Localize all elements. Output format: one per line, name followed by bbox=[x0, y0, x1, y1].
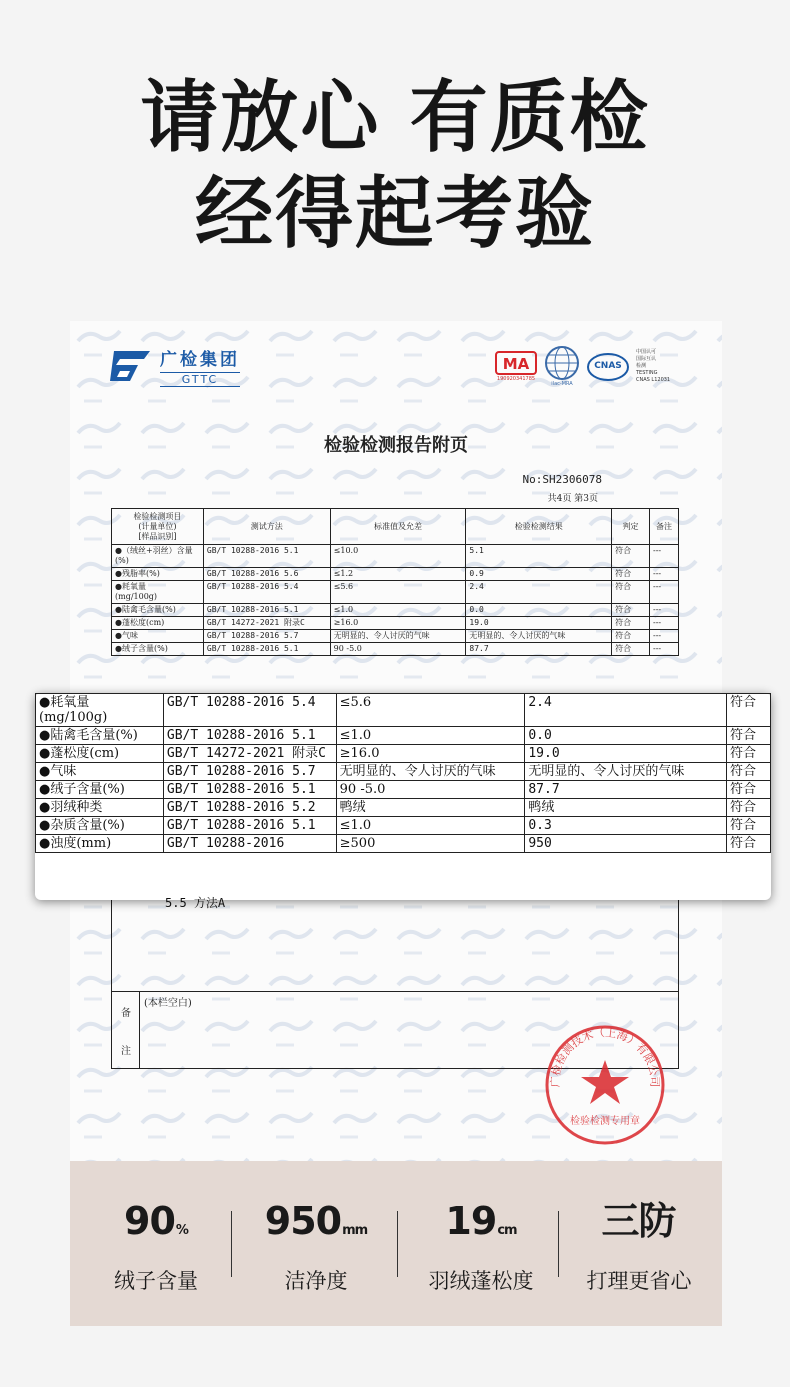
cell-judge: 符合 bbox=[727, 727, 771, 745]
cnas-label: CNAS bbox=[594, 360, 622, 371]
cell-method: GB/T 10288-2016 5.1 bbox=[163, 727, 336, 745]
cell-result: 0.0 bbox=[466, 604, 612, 617]
cell-item: ●陆禽毛含量(%) bbox=[112, 604, 204, 617]
cell-item: ●陆禽毛含量(%) bbox=[36, 727, 164, 745]
zoom-table-row bbox=[36, 727, 771, 745]
cell-item: ●羽绒种类 bbox=[36, 799, 164, 817]
remarks-label-2: 注 bbox=[121, 1046, 131, 1057]
cell-result: 0.9 bbox=[466, 568, 612, 581]
cell-remark: --- bbox=[650, 581, 679, 604]
cell-standard: 鸭绒 bbox=[336, 799, 525, 817]
header-standard: 标准值及允差 bbox=[330, 509, 466, 545]
table-row bbox=[112, 568, 679, 581]
header-method: 测试方法 bbox=[203, 509, 330, 545]
cell-remark: --- bbox=[650, 630, 679, 643]
zoom-table-row bbox=[36, 817, 771, 835]
table-row bbox=[112, 630, 679, 643]
table-header bbox=[112, 509, 679, 545]
cell-remark: --- bbox=[650, 643, 679, 656]
table-row bbox=[112, 604, 679, 617]
cnas-line: CNAS L12031 bbox=[636, 376, 671, 383]
ilac-label: ilac-MRA bbox=[551, 381, 573, 387]
headline bbox=[0, 70, 790, 262]
cell-method: GB/T 10288-2016 5.1 bbox=[203, 604, 330, 617]
cell-method: GB/T 10288-2016 5.7 bbox=[203, 630, 330, 643]
cnas-line: 中国认可 bbox=[636, 348, 657, 355]
cma-code: 190920341785 bbox=[496, 376, 536, 382]
report-number: No:SH2306078 bbox=[522, 473, 602, 486]
cell-item: ●气味 bbox=[112, 630, 204, 643]
report-table bbox=[111, 508, 679, 656]
cell-judge: 符合 bbox=[612, 581, 650, 604]
remarks-text: (本栏空白) bbox=[144, 998, 192, 1009]
cnas-line: 检测 bbox=[636, 362, 647, 369]
cnas-text bbox=[636, 349, 670, 384]
cell-item: ●绒子含量(%) bbox=[36, 781, 164, 799]
cell-judge: 符合 bbox=[727, 835, 771, 853]
official-stamp bbox=[542, 1022, 668, 1148]
cell-method: GB/T 10288-2016 bbox=[163, 835, 336, 853]
cell-item: ●杂质含量(%) bbox=[36, 817, 164, 835]
zoom-table-row bbox=[36, 781, 771, 799]
cell-result: 19.0 bbox=[525, 745, 727, 763]
cell-method: GB/T 10288-2016 5.1 bbox=[203, 545, 330, 568]
stat-label: 绒子含量 bbox=[114, 1269, 198, 1293]
accreditation-marks bbox=[494, 345, 670, 387]
gttc-logo-icon bbox=[108, 349, 152, 383]
cell-method: GB/T 14272-2021 附录C bbox=[163, 745, 336, 763]
cell-judge: 符合 bbox=[612, 545, 650, 568]
cell-method: GB/T 10288-2016 5.6 bbox=[203, 568, 330, 581]
cell-result: 无明显的、令人讨厌的气味 bbox=[466, 630, 612, 643]
cell-result: 87.7 bbox=[466, 643, 612, 656]
cell-result: 无明显的、令人讨厌的气味 bbox=[525, 763, 727, 781]
cell-result: 2.4 bbox=[525, 694, 727, 727]
stat-label: 打理更省心 bbox=[586, 1269, 692, 1293]
stat-fill-power bbox=[400, 1199, 562, 1295]
blank-table-area bbox=[111, 898, 679, 992]
cell-result: 950 bbox=[525, 835, 727, 853]
table-row bbox=[112, 581, 679, 604]
cell-standard: ≤1.0 bbox=[336, 727, 525, 745]
table-row bbox=[112, 643, 679, 656]
cell-item: ●蓬松度(cm) bbox=[112, 617, 204, 630]
cell-method: GB/T 10288-2016 5.1 bbox=[163, 781, 336, 799]
globe-icon bbox=[544, 345, 580, 381]
cell-judge: 符合 bbox=[612, 604, 650, 617]
cell-result: 87.7 bbox=[525, 781, 727, 799]
cell-method: GB/T 10288-2016 5.1 bbox=[163, 817, 336, 835]
zoom-cut-text: 5.5 方法A bbox=[165, 896, 226, 910]
cell-item: ●耗氧量 (mg/100g) bbox=[36, 694, 164, 727]
cell-remark: --- bbox=[650, 568, 679, 581]
report-page: 共4页 第3页 bbox=[547, 494, 598, 504]
cell-item: ●残脂率(%) bbox=[112, 568, 204, 581]
cell-item: ●（绒丝+羽丝）含量(%) bbox=[112, 545, 204, 568]
cell-remark: --- bbox=[650, 545, 679, 568]
svg-text:MA: MA bbox=[502, 355, 530, 373]
stat-value: 三防 bbox=[601, 1199, 676, 1243]
stat-unit: cm bbox=[497, 1223, 517, 1238]
remarks-label-1: 备 bbox=[121, 1008, 131, 1019]
cell-remark: --- bbox=[650, 617, 679, 630]
table-row bbox=[112, 617, 679, 630]
cell-method: GB/T 10288-2016 5.4 bbox=[203, 581, 330, 604]
cell-item: ●气味 bbox=[36, 763, 164, 781]
cell-method: GB/T 10288-2016 5.7 bbox=[163, 763, 336, 781]
cell-judge: 符合 bbox=[612, 630, 650, 643]
cell-result: 19.0 bbox=[466, 617, 612, 630]
cell-judge: 符合 bbox=[612, 617, 650, 630]
stat-divider bbox=[231, 1211, 232, 1277]
cell-judge: 符合 bbox=[727, 799, 771, 817]
cnas-line: 国际互认 bbox=[636, 355, 657, 362]
cell-standard: ≥16.0 bbox=[330, 617, 466, 630]
cell-item: ●绒子含量(%) bbox=[112, 643, 204, 656]
cell-standard: ≥500 bbox=[336, 835, 525, 853]
gttc-logo bbox=[108, 345, 240, 387]
headline-line-1: 请放心 有质检 bbox=[140, 73, 650, 163]
cell-judge: 符合 bbox=[727, 763, 771, 781]
stat-value: 19 bbox=[445, 1199, 497, 1243]
cell-standard: ≤10.0 bbox=[330, 545, 466, 568]
header-result: 检验检测结果 bbox=[466, 509, 612, 545]
stat-value: 90 bbox=[124, 1199, 175, 1243]
zoom-table-row bbox=[36, 799, 771, 817]
stat-label: 羽绒蓬松度 bbox=[428, 1269, 534, 1293]
stamp-company: 广检检测技术（上海）有限公司 bbox=[548, 1026, 662, 1088]
cma-icon bbox=[494, 350, 538, 376]
cell-item: ●耗氧量 (mg/100g) bbox=[112, 581, 204, 604]
zoomed-table-card bbox=[35, 693, 771, 910]
cell-result: 5.1 bbox=[466, 545, 612, 568]
stamp-sub: 检验检测专用章 bbox=[570, 1116, 640, 1127]
cell-standard: ≤5.6 bbox=[330, 581, 466, 604]
zoomed-table bbox=[35, 693, 771, 853]
header-judge: 判定 bbox=[612, 509, 650, 545]
cnas-mark bbox=[586, 352, 630, 381]
header-item: 检验检测项目 (计量单位) [样品识别] bbox=[112, 509, 204, 545]
table-row bbox=[112, 545, 679, 568]
cell-standard: 90 -5.0 bbox=[336, 781, 525, 799]
cell-standard: ≤1.0 bbox=[330, 604, 466, 617]
stat-cleanliness bbox=[235, 1199, 397, 1295]
cell-method: GB/T 14272-2021 附录C bbox=[203, 617, 330, 630]
zoom-table-row bbox=[36, 763, 771, 781]
stamp-star-icon bbox=[581, 1060, 629, 1104]
stat-divider bbox=[397, 1211, 398, 1277]
cell-standard: ≤1.0 bbox=[336, 817, 525, 835]
cell-method: GB/T 10288-2016 5.1 bbox=[203, 643, 330, 656]
zoom-table-row bbox=[36, 694, 771, 727]
stat-label: 洁净度 bbox=[284, 1269, 348, 1293]
header-remark: 备注 bbox=[650, 509, 679, 545]
cell-judge: 符合 bbox=[612, 643, 650, 656]
cell-result: 0.3 bbox=[525, 817, 727, 835]
stat-unit: mm bbox=[342, 1223, 368, 1238]
cell-judge: 符合 bbox=[727, 781, 771, 799]
report-title: 检验检测报告附页 bbox=[324, 435, 468, 456]
cnas-line: TESTING bbox=[636, 369, 658, 376]
cell-judge: 符合 bbox=[727, 694, 771, 727]
cell-standard: ≤1.2 bbox=[330, 568, 466, 581]
stat-down-content bbox=[75, 1199, 237, 1295]
zoom-table-row bbox=[36, 745, 771, 763]
cell-result: 0.0 bbox=[525, 727, 727, 745]
cell-standard: ≤5.6 bbox=[336, 694, 525, 727]
cell-standard: 无明显的、令人讨厌的气味 bbox=[330, 630, 466, 643]
cell-judge: 符合 bbox=[727, 817, 771, 835]
cell-remark: --- bbox=[650, 604, 679, 617]
zoom-table-row bbox=[36, 835, 771, 853]
cma-mark bbox=[494, 350, 538, 382]
cell-method: GB/T 10288-2016 5.2 bbox=[163, 799, 336, 817]
cell-standard: 90 -5.0 bbox=[330, 643, 466, 656]
cell-standard: ≥16.0 bbox=[336, 745, 525, 763]
stat-three-proof bbox=[558, 1199, 720, 1295]
remarks-label bbox=[112, 992, 140, 1068]
cell-item: ●浊度(mm) bbox=[36, 835, 164, 853]
ilac-mark bbox=[544, 345, 580, 387]
cell-standard: 无明显的、令人讨厌的气味 bbox=[336, 763, 525, 781]
cell-method: GB/T 10288-2016 5.4 bbox=[163, 694, 336, 727]
cell-judge: 符合 bbox=[727, 745, 771, 763]
cell-result: 鸭绒 bbox=[525, 799, 727, 817]
cell-result: 2.4 bbox=[466, 581, 612, 604]
cell-item: ●蓬松度(cm) bbox=[36, 745, 164, 763]
cell-judge: 符合 bbox=[612, 568, 650, 581]
org-name-en: GTTC bbox=[160, 372, 240, 387]
stat-unit: % bbox=[175, 1223, 188, 1238]
stat-value: 950 bbox=[264, 1199, 342, 1243]
org-name-cn: 广检集团 bbox=[160, 350, 240, 370]
stats-bar bbox=[70, 1161, 722, 1326]
headline-line-2: 经得起考验 bbox=[194, 169, 595, 259]
